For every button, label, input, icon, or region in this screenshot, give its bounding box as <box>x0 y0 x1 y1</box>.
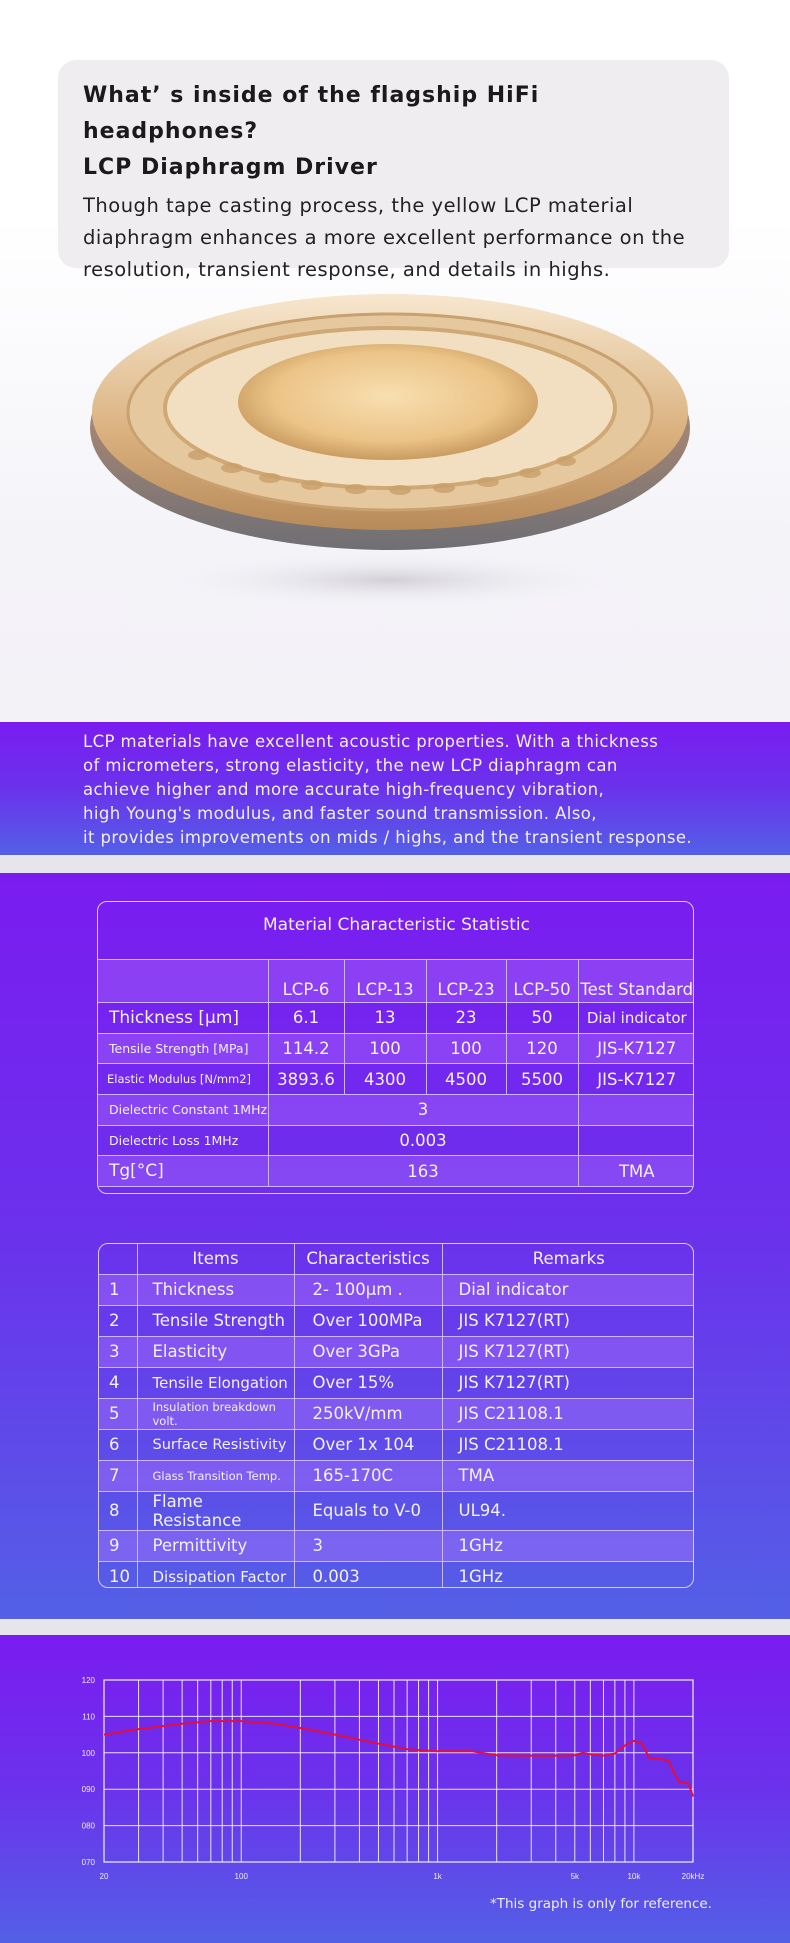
table-cell: 4300 <box>344 1064 426 1095</box>
row-label: Thickness [μm] <box>98 1003 268 1034</box>
row-characteristic: Equals to V-0 <box>294 1491 442 1530</box>
section-divider <box>0 1619 790 1635</box>
chart-x-tick-label: 1k <box>433 1872 442 1881</box>
row-item: Insulation breakdown volt. <box>137 1398 294 1429</box>
row-number: 5 <box>99 1398 137 1429</box>
row-characteristic: 250kV/mm <box>294 1398 442 1429</box>
header-cell: LCP-13 <box>344 960 426 1003</box>
material-table <box>97 901 694 1194</box>
chart-y-tick-label: 090 <box>81 1785 95 1795</box>
table-cell <box>578 1095 694 1126</box>
table-row <box>99 1305 694 1336</box>
table-cell: 13 <box>344 1003 426 1034</box>
table-cell: 114.2 <box>268 1033 344 1064</box>
row-characteristic: 165-170C <box>294 1460 442 1491</box>
row-remark: Dial indicator <box>442 1274 694 1305</box>
material-table-title: Material Characteristic Statistic <box>263 915 530 935</box>
table-cell: JIS-K7127 <box>578 1064 694 1095</box>
row-number: 1 <box>99 1274 137 1305</box>
row-item: Thickness <box>137 1274 294 1305</box>
row-number: 2 <box>99 1305 137 1336</box>
row-remark: TMA <box>442 1460 694 1491</box>
table-row <box>99 1398 694 1429</box>
description-line: achieve higher and more accurate high-frequency vibration, <box>83 780 605 799</box>
row-number: 8 <box>99 1491 137 1530</box>
table-row <box>98 1033 694 1064</box>
header-cell: Characteristics <box>294 1244 442 1274</box>
header-cell <box>99 1244 137 1274</box>
row-item: Dissipation Factor <box>137 1561 294 1588</box>
chart-y-tick-label: 080 <box>81 1821 95 1831</box>
row-number: 4 <box>99 1367 137 1398</box>
row-remark: JIS C21108.1 <box>442 1398 694 1429</box>
row-remark: JIS K7127(RT) <box>442 1367 694 1398</box>
row-item: Permittivity <box>137 1530 294 1561</box>
row-item: Surface Resistivity <box>137 1429 294 1460</box>
driver-dome <box>238 344 538 460</box>
table-cell: 120 <box>506 1033 578 1064</box>
row-remark: JIS K7127(RT) <box>442 1336 694 1367</box>
chart-x-tick-label: 100 <box>234 1872 248 1881</box>
row-number: 7 <box>99 1460 137 1491</box>
table-cell: 163 <box>268 1156 578 1187</box>
intro-title-line2: LCP Diaphragm Driver <box>83 155 378 180</box>
table-row <box>99 1460 694 1491</box>
header-cell: LCP-23 <box>426 960 506 1003</box>
header-cell <box>98 960 268 1003</box>
header-cell: LCP-6 <box>268 960 344 1003</box>
intro-title-line1: What’ s inside of the flagship HiFi headphones? <box>83 83 540 144</box>
row-label: Tg[°C] <box>98 1156 268 1187</box>
description-line: LCP materials have excellent acoustic properties. With a thickness <box>83 732 659 751</box>
header-cell: Test Standard <box>578 960 694 1003</box>
table-header-row <box>98 960 694 1003</box>
chart-y-tick-label: 070 <box>81 1858 95 1867</box>
row-characteristic: 0.003 <box>294 1561 442 1588</box>
table-cell: 23 <box>426 1003 506 1034</box>
chart-x-tick-label: 5k <box>570 1872 580 1881</box>
table-cell: 5500 <box>506 1064 578 1095</box>
table-row <box>99 1530 694 1561</box>
chart-x-tick-label: 10k <box>627 1872 641 1881</box>
table-row <box>99 1274 694 1305</box>
table-row <box>98 1064 694 1095</box>
table-cell: 100 <box>344 1033 426 1064</box>
chart-y-tick-label: 100 <box>81 1748 95 1758</box>
table-header-row <box>99 1244 694 1274</box>
row-number: 3 <box>99 1336 137 1367</box>
hero-section <box>0 0 790 722</box>
row-characteristic: Over 100MPa <box>294 1305 442 1336</box>
row-label: Dielectric Constant 1MHz <box>98 1095 268 1126</box>
description-line: high Young's modulus, and faster sound transmission. Also, <box>83 804 597 823</box>
header-cell: Items <box>137 1244 294 1274</box>
table-row <box>99 1491 694 1530</box>
table-cell: 100 <box>426 1033 506 1064</box>
intro-card <box>58 60 729 281</box>
table-row <box>99 1336 694 1367</box>
table-row <box>99 1561 694 1588</box>
row-number: 9 <box>99 1530 137 1561</box>
row-remark: 1GHz <box>442 1561 694 1588</box>
table-cell: 3893.6 <box>268 1064 344 1095</box>
row-item: Flame Resistance <box>137 1491 294 1530</box>
material-table-grid <box>98 959 694 1187</box>
intro-body: Though tape casting process, the yellow LCP material diaphragm enhances a more excellent performance on the resolution, transient response, and details in highs. <box>83 194 686 281</box>
table-cell: 4500 <box>426 1064 506 1095</box>
row-item: Tensile Strength <box>137 1305 294 1336</box>
row-characteristic: 3 <box>294 1530 442 1561</box>
row-number: 10 <box>99 1561 137 1588</box>
row-label: Tensile Strength [MPa] <box>98 1033 268 1064</box>
row-item: Glass Transition Temp. <box>137 1460 294 1491</box>
row-characteristic: Over 3GPa <box>294 1336 442 1367</box>
row-item: Elasticity <box>137 1336 294 1367</box>
table-cell <box>578 1125 694 1156</box>
driver-shadow <box>160 552 620 608</box>
table-cell: TMA <box>578 1156 694 1187</box>
chart-plot-frame <box>104 1680 693 1862</box>
section-divider <box>0 855 790 873</box>
row-remark: JIS K7127(RT) <box>442 1305 694 1336</box>
description-text <box>83 730 692 850</box>
table-row <box>98 1095 694 1126</box>
table-cell: Dial indicator <box>578 1003 694 1034</box>
chart-note: *This graph is only for reference. <box>490 1896 712 1912</box>
table-cell: 0.003 <box>268 1125 578 1156</box>
description-band <box>0 722 790 855</box>
table-row <box>98 1125 694 1156</box>
row-remark: JIS C21108.1 <box>442 1429 694 1460</box>
table-cell: 6.1 <box>268 1003 344 1034</box>
description-line: of micrometers, strong elasticity, the new LCP diaphragm can <box>83 756 618 775</box>
row-characteristic: 2- 100μm . <box>294 1274 442 1305</box>
table-cell: JIS-K7127 <box>578 1033 694 1064</box>
row-remark: UL94. <box>442 1491 694 1530</box>
row-label: Dielectric Loss 1MHz <box>98 1125 268 1156</box>
chart-y-tick-label: 120 <box>81 1676 95 1685</box>
row-label: Elastic Modulus [N/mm2] <box>98 1064 268 1095</box>
header-cell: LCP-50 <box>506 960 578 1003</box>
description-line: it provides improvements on mids / highs, and the transient response. <box>83 828 693 847</box>
row-number: 6 <box>99 1429 137 1460</box>
table-row <box>99 1429 694 1460</box>
spec-table <box>98 1243 694 1588</box>
table-row <box>98 1003 694 1034</box>
row-item: Tensile Elongation <box>137 1367 294 1398</box>
header-cell: Remarks <box>442 1244 694 1274</box>
lcp-driver-image <box>90 280 700 610</box>
row-characteristic: Over 15% <box>294 1367 442 1398</box>
chart-x-tick-label: 20 <box>99 1872 109 1881</box>
table-row <box>98 1156 694 1187</box>
chart-series-line <box>104 1721 693 1796</box>
chart-x-tick-label: 20kHz <box>681 1872 705 1881</box>
table-row <box>99 1367 694 1398</box>
table-cell: 50 <box>506 1003 578 1034</box>
intro-title <box>83 78 704 186</box>
row-remark: 1GHz <box>442 1530 694 1561</box>
row-characteristic: Over 1x 104 <box>294 1429 442 1460</box>
table-cell: 3 <box>268 1095 578 1126</box>
chart-y-tick-label: 110 <box>82 1712 95 1722</box>
spec-table-grid <box>99 1244 694 1588</box>
